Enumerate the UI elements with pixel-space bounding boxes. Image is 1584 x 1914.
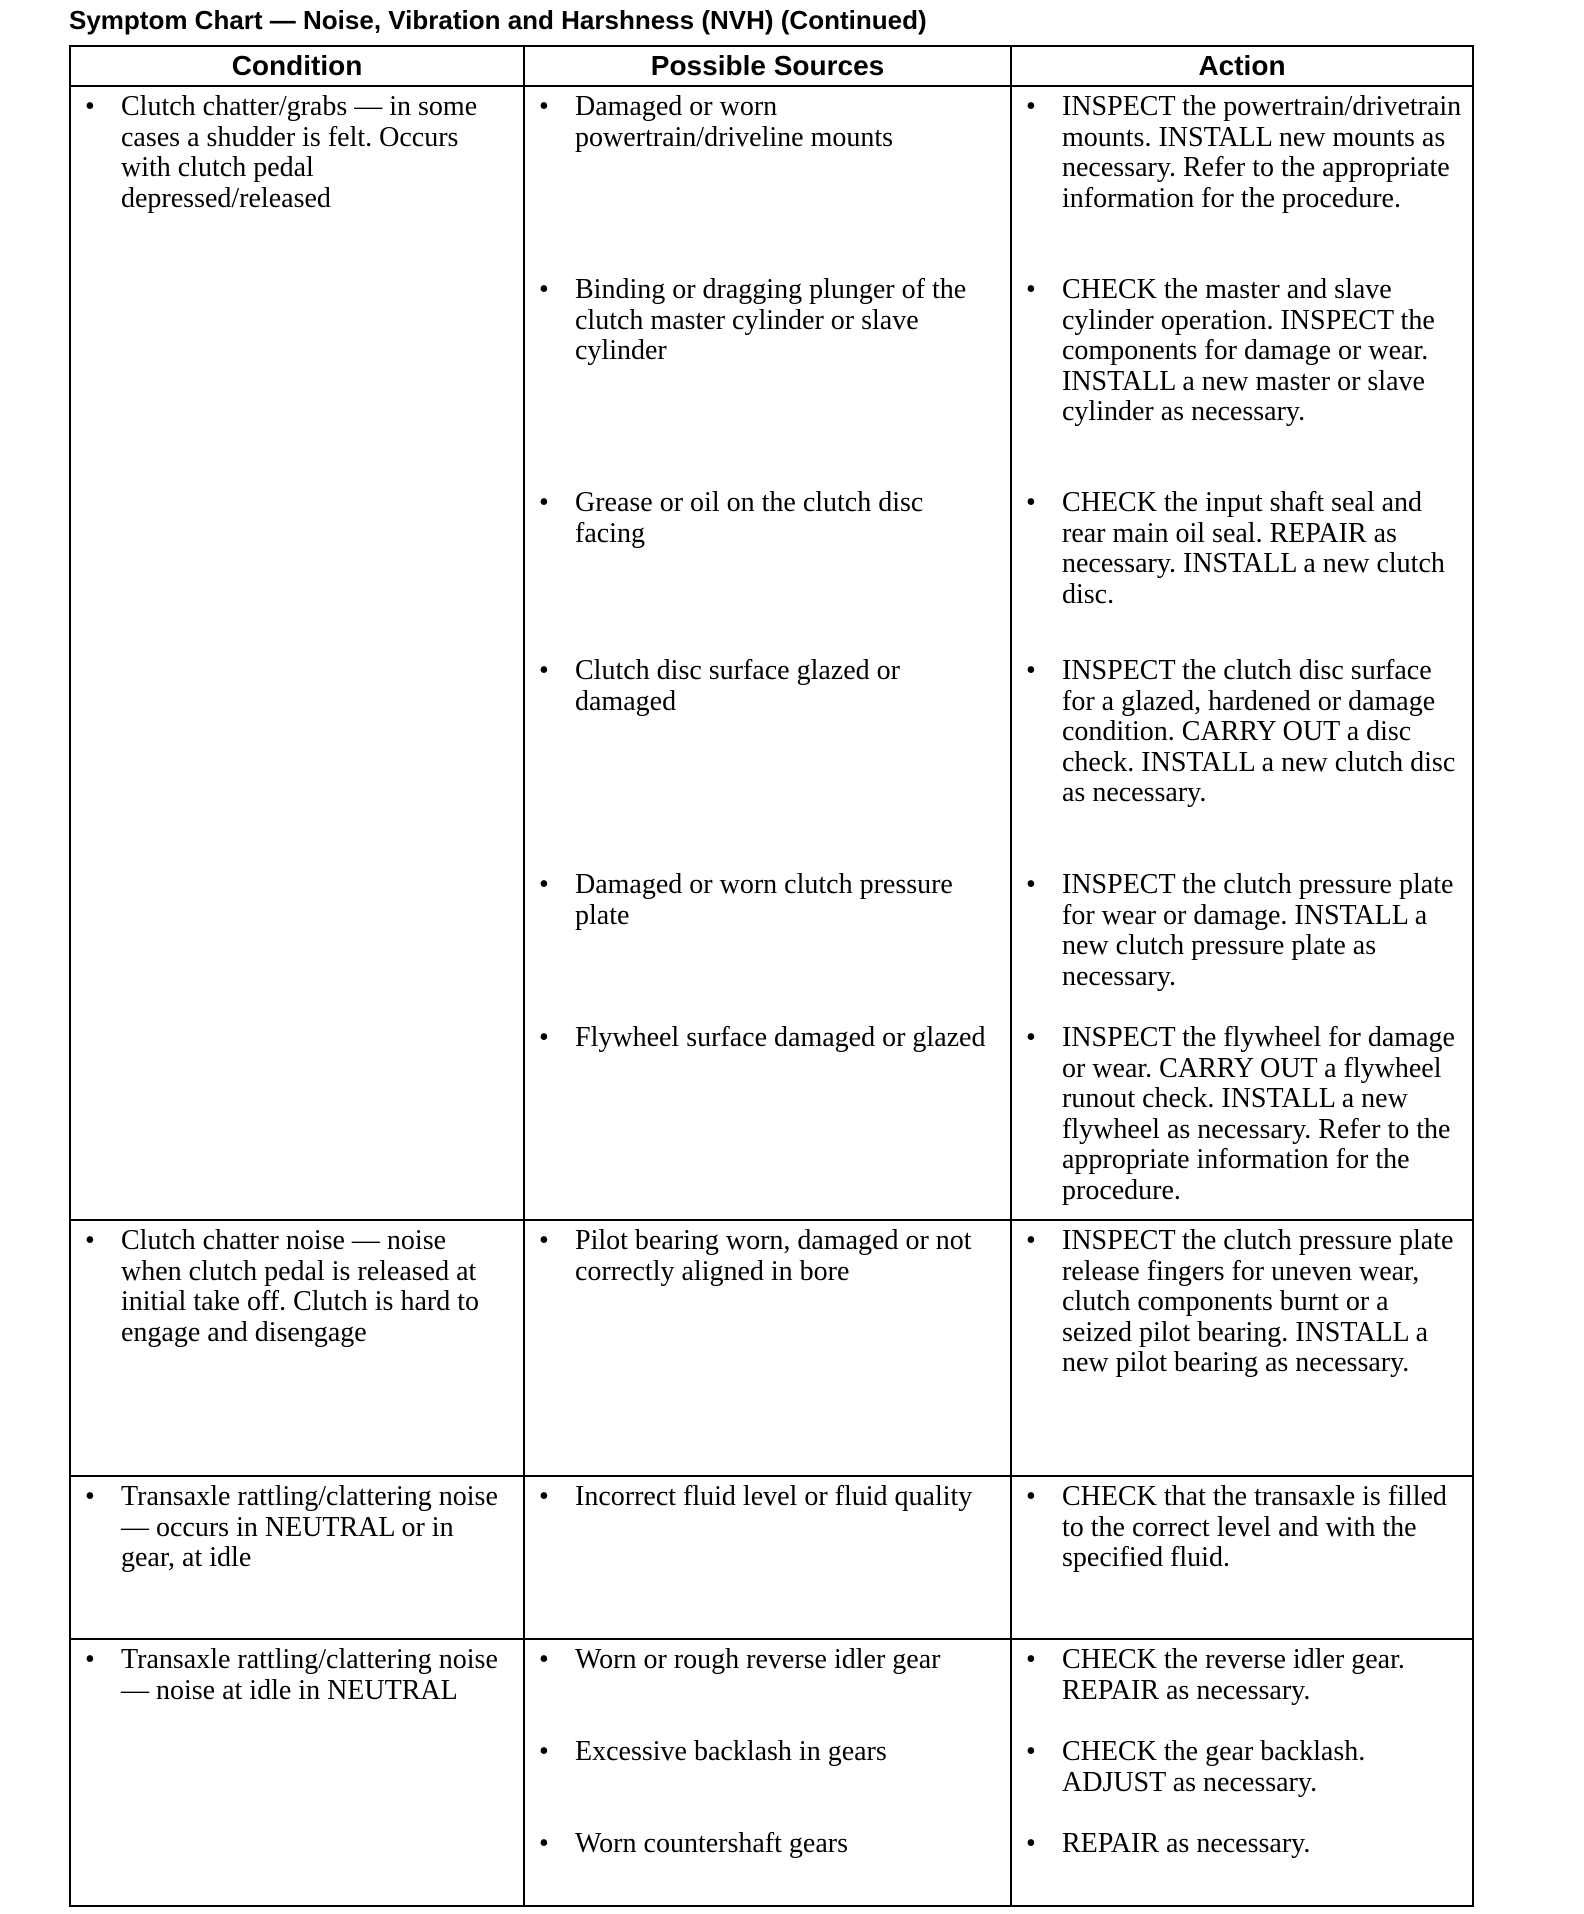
source-entry [535,1482,1000,1513]
action-entry [1022,656,1462,870]
bullet-icon: • [1026,1481,1036,1512]
source-entry [535,1737,1000,1829]
action-entry [1022,275,1462,488]
bullet-icon: • [539,1481,549,1512]
source-entry [535,488,1000,656]
condition-text: Clutch chatter/grabs — in some cases a shudder is felt. Occurs with clutch pedal depressed/released [121,91,478,214]
bullet-icon: • [539,91,549,122]
source-text: Grease or oil on the clutch disc facing [575,487,924,549]
source-entry [535,92,1000,275]
bullet-icon: • [1026,1828,1036,1859]
action-text: CHECK the input shaft seal and rear main oil seal. REPAIR as necessary. INSTALL a new clutch disc. [1062,487,1445,610]
bullet-icon: • [539,1828,549,1859]
source-entry [535,1645,1000,1737]
condition-entry [81,1645,513,1706]
header-row [70,46,1473,86]
action-cell [1011,86,1473,1220]
bullet-icon: • [1026,655,1036,686]
bullet-icon: • [539,1644,549,1675]
bullet-icon: • [1026,1644,1036,1675]
action-text: INSPECT the clutch pressure plate for wear or damage. INSTALL a new clutch pressure plate as necessary. [1062,869,1454,992]
source-text: Damaged or worn powertrain/driveline mounts [575,91,894,153]
column-header-condition: Condition [70,46,524,86]
bullet-icon: • [1026,1736,1036,1767]
action-text: CHECK that the transaxle is filled to the correct level and with the specified fluid. [1062,1481,1447,1573]
bullet-icon: • [85,1644,95,1675]
action-entry [1022,488,1462,656]
source-entry [535,1023,1000,1054]
sources-cell [524,86,1011,1220]
bullet-icon: • [1026,869,1036,900]
source-entry [535,870,1000,1023]
source-entry [535,656,1000,870]
condition-cell [70,1476,524,1639]
bullet-icon: • [539,655,549,686]
source-text: Pilot bearing worn, damaged or not correctly aligned in bore [575,1225,972,1287]
column-header-possible-sources: Possible Sources [524,46,1011,86]
table-row [70,1220,1473,1476]
bullet-icon: • [539,869,549,900]
action-entry [1022,870,1462,1023]
source-text: Incorrect fluid level or fluid quality [575,1481,973,1512]
source-text: Worn or rough reverse idler gear [575,1644,941,1675]
bullet-icon: • [539,487,549,518]
symptom-chart-table [69,45,1474,1907]
condition-entry [81,1482,513,1574]
bullet-icon: • [1026,487,1036,518]
action-text: INSPECT the clutch pressure plate release fingers for uneven wear, clutch components burnt or a seized pilot bearing. INSTALL a new pilot bearing as necessary. [1062,1225,1454,1378]
bullet-icon: • [539,1225,549,1256]
action-entry [1022,92,1462,275]
action-entry [1022,1737,1462,1829]
column-header-action: Action [1011,46,1473,86]
source-text: Clutch disc surface glazed or damaged [575,655,900,717]
source-text: Damaged or worn clutch pressure plate [575,869,953,931]
action-cell [1011,1220,1473,1476]
condition-cell [70,86,524,1220]
sources-cell [524,1639,1011,1906]
source-entry [535,1226,1000,1287]
action-text: CHECK the reverse idler gear. REPAIR as necessary. [1062,1644,1405,1706]
bullet-icon: • [1026,91,1036,122]
action-entry [1022,1482,1462,1574]
source-entry [535,1829,1000,1860]
action-text: INSPECT the flywheel for damage or wear. CARRY OUT a flywheel runout check. INSTALL a new flywheel as necessary. Refer to the appropriate information for the procedure. [1062,1022,1455,1206]
page-title: Symptom Chart — Noise, Vibration and Harshness (NVH) (Continued) [69,5,927,35]
bullet-icon: • [1026,1022,1036,1053]
sources-cell [524,1220,1011,1476]
action-text: REPAIR as necessary. [1062,1828,1311,1859]
bullet-icon: • [539,274,549,305]
condition-text: Transaxle rattling/clattering noise — occurs in NEUTRAL or in gear, at idle [121,1481,498,1573]
source-text: Binding or dragging plunger of the clutch master cylinder or slave cylinder [575,274,967,366]
source-text: Excessive backlash in gears [575,1736,887,1767]
condition-cell [70,1639,524,1906]
source-text: Flywheel surface damaged or glazed [575,1022,986,1053]
action-entry [1022,1829,1462,1860]
bullet-icon: • [539,1736,549,1767]
action-text: INSPECT the clutch disc surface for a glazed, hardened or damage condition. CARRY OUT a disc check. INSTALL a new clutch disc as necessary. [1062,655,1456,808]
condition-text: Clutch chatter noise — noise when clutch pedal is released at initial take off. Clutch is hard to engage and disengage [121,1225,479,1348]
source-text: Worn countershaft gears [575,1828,848,1859]
bullet-icon: • [85,1481,95,1512]
condition-entry [81,92,513,214]
table-row [70,1476,1473,1639]
action-entry [1022,1645,1462,1737]
bullet-icon: • [1026,274,1036,305]
condition-cell [70,1220,524,1476]
source-entry [535,275,1000,488]
table-row [70,1639,1473,1906]
bullet-icon: • [85,1225,95,1256]
bullet-icon: • [85,91,95,122]
action-entry [1022,1226,1462,1379]
table-row [70,86,1473,1220]
action-entry [1022,1023,1462,1206]
action-text: INSPECT the powertrain/drivetrain mounts. INSTALL new mounts as necessary. Refer to the appropriate information for the procedure. [1062,91,1462,214]
condition-text: Transaxle rattling/clattering noise — noise at idle in NEUTRAL [121,1644,498,1706]
action-text: CHECK the gear backlash. ADJUST as necessary. [1062,1736,1366,1798]
bullet-icon: • [1026,1225,1036,1256]
condition-entry [81,1226,513,1348]
action-text: CHECK the master and slave cylinder operation. INSPECT the components for damage or wear. INSTALL a new master or slave cylinder as necessary. [1062,274,1435,427]
sources-cell [524,1476,1011,1639]
bullet-icon: • [539,1022,549,1053]
action-cell [1011,1639,1473,1906]
action-cell [1011,1476,1473,1639]
